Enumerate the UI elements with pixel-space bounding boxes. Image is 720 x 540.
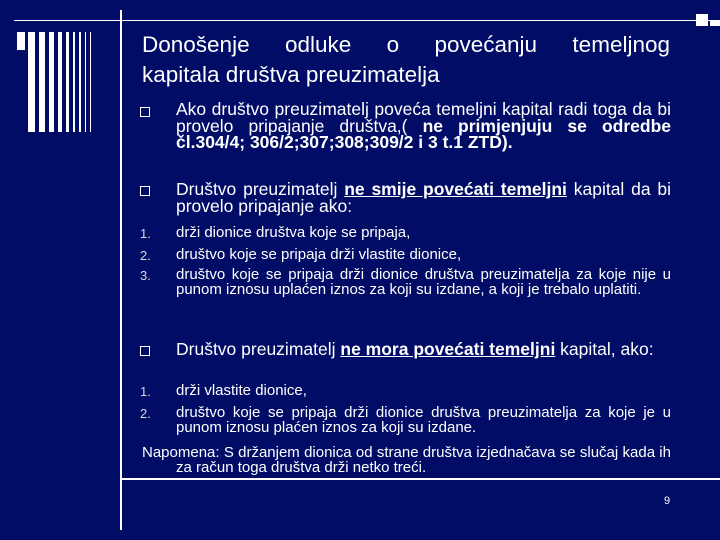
- p2-text-post: kapital da bi provelo pripajanje ako:: [176, 179, 671, 216]
- corner-square-2: [710, 20, 720, 26]
- list-item: društvo koje se pripaja drži dionice društva preuzimatelja za koje je u punom iznosu plaćen iznos za koji su izdane.: [176, 404, 671, 436]
- bottom-rule: [120, 478, 720, 480]
- paragraph-3: [176, 341, 671, 358]
- p2-underline: ne smije povećati temeljni: [344, 179, 567, 199]
- list-number: 2.: [140, 248, 151, 263]
- list-number: 3.: [140, 268, 151, 283]
- square-bullet-icon: [140, 186, 150, 196]
- square-bullet-icon: [140, 107, 150, 117]
- square-bullet-icon: [140, 346, 150, 356]
- page-number: 9: [664, 495, 671, 507]
- slide-title-line1: Donošenje odluke o povećanju temeljnog: [142, 32, 670, 57]
- list-number: 2.: [140, 406, 151, 421]
- p2-text-pre: Društvo preuzimatelj: [176, 179, 345, 199]
- list-number: 1.: [140, 384, 151, 399]
- list-item: drži vlastite dionice,: [176, 382, 307, 399]
- list-item: drži dionice društva koje se pripaja,: [176, 224, 411, 241]
- paragraph-1: [176, 101, 671, 151]
- corner-square: [696, 14, 708, 26]
- p3-underline: ne mora povećati temeljni: [340, 339, 556, 359]
- list-item: društvo koje se pripaja drži dionice društva preuzimatelja za koje nije u punom iznosu uplaćen iznos za koji su izdane, a koji je trebalo uplatiti.: [176, 266, 671, 298]
- vertical-rule: [120, 10, 122, 530]
- p1-text: Ako društvo preuzimatelj poveća temeljni kapital radi toga da bi provelo pripajanje društva,(: [176, 99, 671, 136]
- p3-text-pre: Društvo preuzimatelj: [176, 339, 341, 359]
- list-number: 1.: [140, 226, 151, 241]
- paragraph-2: [176, 181, 671, 214]
- slide-title-line2: kapitala društva preuzimatelja: [142, 62, 440, 87]
- note-body: Napomena: S držanjem dionica od strane društva izjednačava se slučaj kada ih za račun toga društva drži netko treći.: [142, 444, 671, 476]
- p3-text-post: kapital, ako:: [555, 339, 654, 359]
- note-text: [142, 445, 671, 475]
- list-item: društvo koje se pripaja drži vlastite dionice,: [176, 246, 462, 263]
- p1-bold: ne primjenjuju se odredbe čl.304/4; 306/2;307;308;309/2 i 3 t.1 ZTD).: [176, 115, 671, 152]
